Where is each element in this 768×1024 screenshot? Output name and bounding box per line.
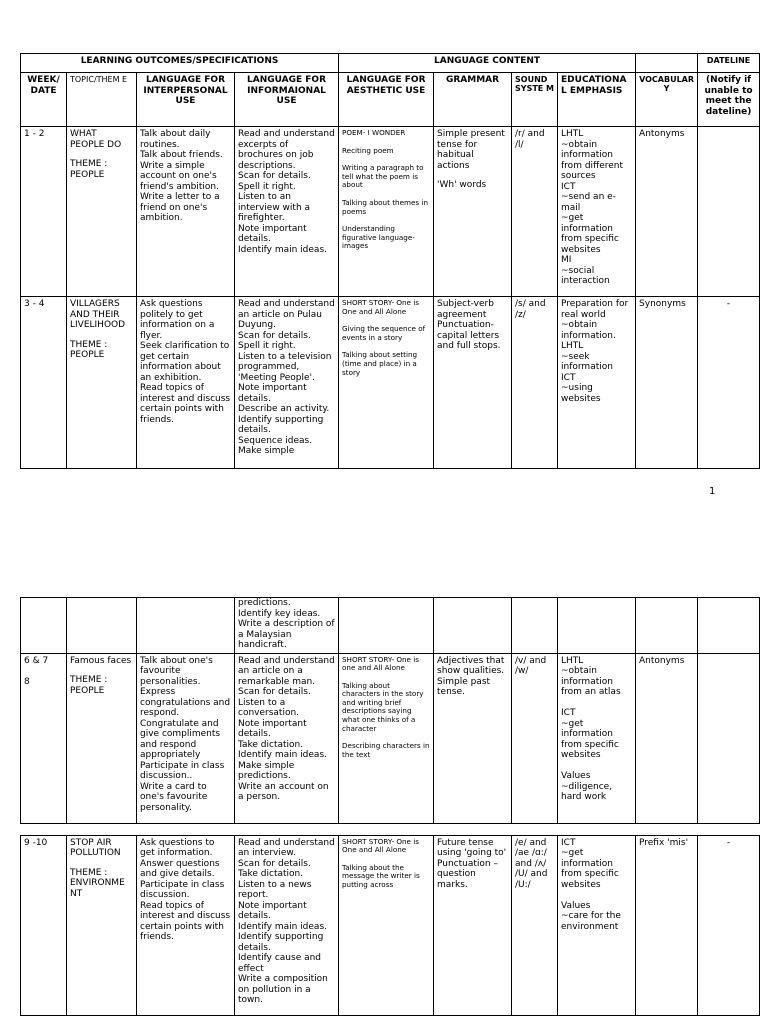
aesthetic-item: SHORT STORY- One is One and All Alone (342, 298, 420, 316)
sound-cell (512, 598, 558, 654)
table-row (21, 835, 760, 1015)
table-row (21, 653, 760, 823)
grammar-item: 'Wh' words (437, 180, 487, 190)
interpersonal-cell: Talk about daily routines. Talk about friends. Write a simple account on one's friend's ambition. Write a letter to a friend on one's ambition. (137, 127, 235, 297)
sound-cell: /r/ and /l/ (512, 127, 558, 297)
week-cell (21, 598, 67, 654)
aesthetic-item: Writing a paragraph to tell what the poem is about (342, 163, 424, 190)
week-cell: 3 - 4 (21, 297, 67, 469)
header-dateline: DATELINE (698, 54, 760, 73)
scheme-of-work-table-page-2 (20, 597, 760, 1016)
theme-text: THEME : PEOPLE (70, 675, 108, 696)
aesthetic-item: SHORT STORY- One is one and All Alone (342, 654, 419, 673)
col-topic: TOPIC/THEM E (67, 73, 137, 127)
week-cell: 9 -10 (21, 835, 67, 1015)
interpersonal-cell: Talk about one's favourite personalities. Express congratulations and respond. Congratulate and give compliments and respond appropriately Participate in class discussion.. Write a card to one's favourite personality. (137, 653, 235, 823)
educational-cell: LHTL ~obtain information from an atlas ICT ~get information from specific websites Values ~diligence, hard work (558, 653, 636, 823)
aesthetic-cell (339, 297, 434, 469)
aesthetic-item: Understanding figurative language-images (342, 224, 415, 251)
topic-text: WHAT PEOPLE DO (70, 129, 122, 150)
col-dateline-note: (Notify if unable to meet the dateline) (698, 73, 760, 127)
col-interpersonal: LANGUAGE FOR INTERPERSONAL USE (137, 73, 235, 127)
vocabulary-cell (636, 598, 698, 654)
educational-cell: LHTL ~obtain information from different sources ICT ~send an e-mail ~get information from specific websites MI ~social interaction (558, 127, 636, 297)
aesthetic-item: Talking about the message the writer is putting across (342, 862, 420, 889)
educational-cell (558, 598, 636, 654)
week-cell: 1 - 2 (21, 127, 67, 297)
topic-text: STOP AIR POLLUTION (70, 837, 121, 858)
aesthetic-item: Reciting poem (342, 145, 394, 155)
page-number: 1 (709, 486, 716, 497)
interpersonal-cell: Ask questions to get information. Answer questions and give details. Participate in class discussion. Read topics of interest and discuss certain points with friends. (137, 835, 235, 1015)
grammar-cell: Future tense using 'going to' Punctuation – question marks. (434, 835, 512, 1015)
dateline-cell: - (698, 835, 760, 1015)
educational-cell: ICT ~get information from specific websites Values ~care for the environment (558, 835, 636, 1015)
col-informational: LANGUAGE FOR INFORMAIONAL USE (235, 73, 339, 127)
table-row (21, 127, 760, 297)
informational-cell: Read and understand an article on a remarkable man. Scan for details. Listen to a conversation. Note important details. Take dictation. Identify main ideas. Make simple predictions. Write an account on a person. (235, 653, 339, 823)
informational-cell: predictions. Identify key ideas. Write a description of a Malaysian handicraft. (235, 598, 339, 654)
aesthetic-cell (339, 835, 434, 1015)
week-cell: 6 & 7 8 (21, 653, 67, 823)
sound-cell: /s/ and /z/ (512, 297, 558, 469)
interpersonal-cell: Ask questions politely to get information on a flyer. Seek clarification to get certain information about an exhibition. Read topics of interest and discuss certain points with friends. (137, 297, 235, 469)
informational-cell: Read and understand an article on Pulau Duyung. Scan for details. Spell it right. Listen to a television programmed, 'Meeting People'. Note important details. Describe an activity. Identify supporting details. Sequence ideas. Make simple (235, 297, 339, 469)
col-vocabulary: VOCABULAR Y (636, 73, 698, 127)
vocabulary-cell: Antonyms (636, 127, 698, 297)
aesthetic-item: Describing characters in the text (342, 741, 430, 759)
topic-cell (67, 127, 137, 297)
dateline-cell (698, 598, 760, 654)
topic-cell (67, 653, 137, 823)
col-aesthetic: LANGUAGE FOR AESTHETIC USE (339, 73, 434, 127)
aesthetic-item: Talking about themes in poems (342, 197, 429, 216)
topic-cell (67, 297, 137, 469)
sound-cell: /v/ and /w/ (512, 653, 558, 823)
vocabulary-cell: Antonyms (636, 653, 698, 823)
dateline-cell (698, 653, 760, 823)
header-blank (636, 54, 698, 73)
theme-text: THEME : ENVIRONME NT (70, 867, 125, 899)
header-learning-outcomes: LEARNING OUTCOMES/SPECIFICATIONS (21, 54, 339, 73)
aesthetic-item: Talking about setting (time and place) in a story (342, 350, 418, 377)
sound-cell: /e/ and /ae /ɑ:/ and /ʌ/ /U/ and /U:/ (512, 835, 558, 1015)
theme-text: THEME : PEOPLE (70, 159, 108, 180)
interpersonal-cell (137, 598, 235, 654)
grammar-cell (434, 598, 512, 654)
aesthetic-cell (339, 127, 434, 297)
table-row (21, 297, 760, 469)
aesthetic-item: POEM- I WONDER (342, 128, 406, 137)
col-sound: SOUND SYSTE M (512, 73, 558, 127)
dateline-cell (698, 127, 760, 297)
header-language-content: LANGUAGE CONTENT (339, 54, 636, 73)
col-grammar: GRAMMAR (434, 73, 512, 127)
topic-text: Famous faces (70, 655, 132, 666)
col-week: WEEK/ DATE (21, 73, 67, 127)
informational-cell: Read and understand excerpts of brochures on job descriptions. Scan for details. Spell it right. Listen to an interview with a firefighter. Note important details. Identify main ideas. (235, 127, 339, 297)
informational-cell: Read and understand an interview. Scan for details. Take dictation. Listen to a news report. Note important details. Identify main ideas. Identify supporting details. Identify cause and effect Write a composition on pollution in a town. (235, 835, 339, 1015)
table-row (21, 598, 760, 654)
vocabulary-cell: Prefix 'mis' (636, 835, 698, 1015)
grammar-cell (434, 127, 512, 297)
aesthetic-cell (339, 598, 434, 654)
aesthetic-cell (339, 653, 434, 823)
aesthetic-item: SHORT STORY- One is One and All Alone (342, 836, 419, 855)
col-educational: EDUCATIONA L EMPHASIS (558, 73, 636, 127)
topic-text: VILLAGERS AND THEIR LIVELIHOOD (70, 299, 126, 330)
topic-cell (67, 598, 137, 654)
aesthetic-item: Talking about characters in the story and writing brief descriptions saying what one thinks of a character (342, 680, 424, 733)
grammar-cell: Adjectives that show qualities. Simple past tense. (434, 653, 512, 823)
dateline-cell: - (698, 297, 760, 469)
educational-cell: Preparation for real world ~obtain information. LHTL ~seek information ICT ~using websites (558, 297, 636, 469)
theme-text: THEME : PEOPLE (70, 339, 108, 360)
vocabulary-cell: Synonyms (636, 297, 698, 469)
topic-cell (67, 835, 137, 1015)
aesthetic-item: Giving the sequence of events in a story (342, 324, 426, 342)
grammar-cell: Subject-verb agreement Punctuation- capital letters and full stops. (434, 297, 512, 469)
spacer-row (21, 823, 760, 835)
scheme-of-work-table-page-1 (20, 53, 760, 469)
grammar-item: Simple present tense for habitual actions (437, 129, 505, 171)
